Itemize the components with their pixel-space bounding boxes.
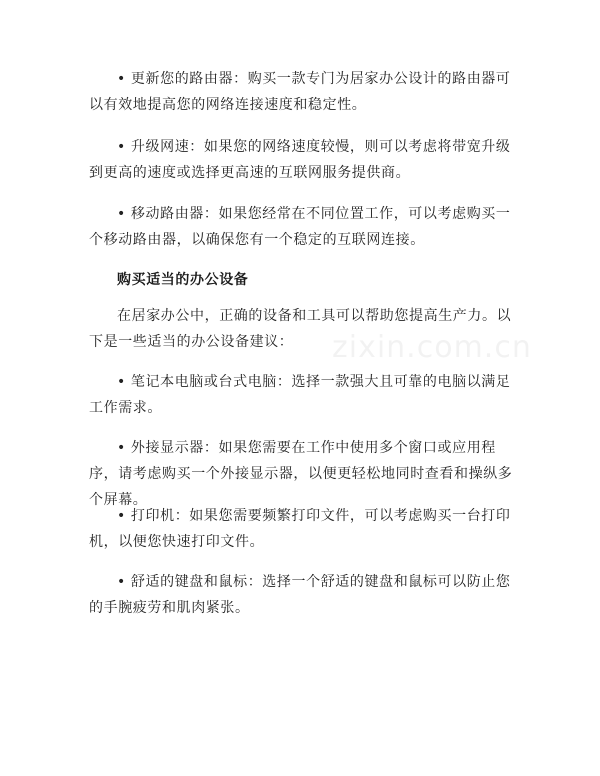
bullet-computer: • 笔记本电脑或台式电脑：选择一款强大且可靠的电脑以满足工作需求。: [89, 374, 511, 416]
intro-paragraph: 在居家办公中，正确的设备和工具可以帮助您提高生产力。以下是一些适当的办公设备建议：: [89, 308, 512, 350]
section-heading: 购买适当的办公设备: [117, 272, 249, 288]
bullet-external-monitor: • 外接显示器：如果您需要在工作中使用多个窗口或应用程序，请考虑购买一个外接显示器，以便更轻松地同时查看和操纵多个屏幕。: [89, 440, 513, 508]
bullet-printer: • 打印机：如果您需要频繁打印文件，可以考虑购买一台打印机，以便您快速打印文件。: [89, 508, 511, 550]
bullet-upgrade-speed: • 升级网速：如果您的网络速度较慢，则可以考虑将带宽升级到更高的速度或选择更高速的互联网服务提供商。: [89, 139, 511, 181]
watermark: zixin.com.cn: [332, 330, 532, 365]
bullet-keyboard-mouse: • 舒适的键盘和鼠标：选择一个舒适的键盘和鼠标可以防止您的手腕疲劳和肌肉紧张。: [89, 574, 511, 616]
bullet-mobile-router: • 移动路由器：如果您经常在不同位置工作，可以考虑购买一个移动路由器，以确保您有一个稳定的互联网连接。: [89, 206, 511, 248]
bullet-update-router: • 更新您的路由器：购买一款专门为居家办公设计的路由器可以有效地提高您的网络连接速度和稳定性。: [89, 71, 511, 113]
